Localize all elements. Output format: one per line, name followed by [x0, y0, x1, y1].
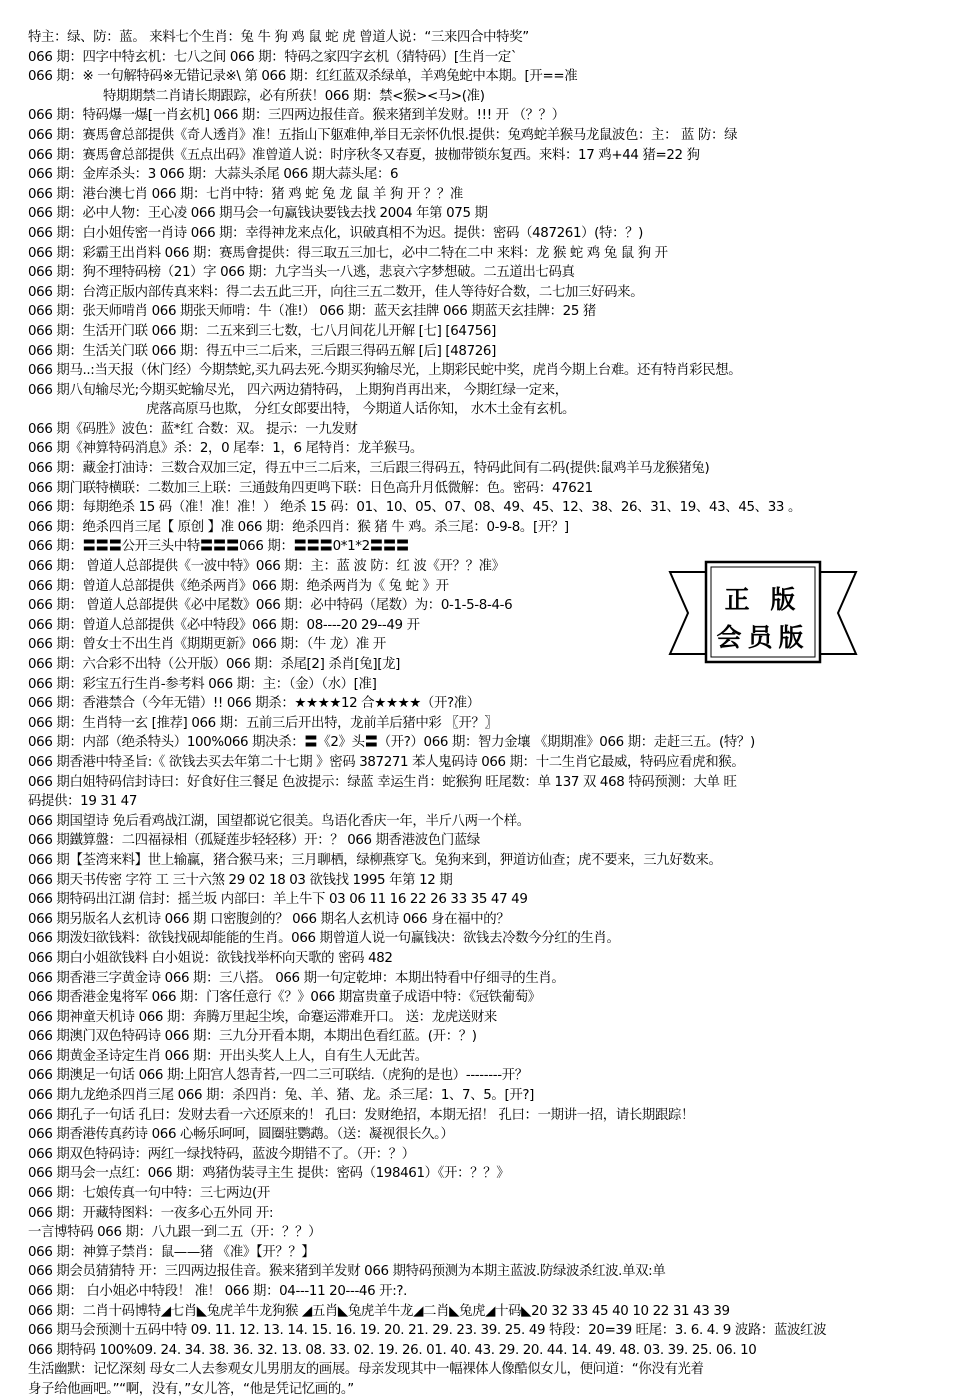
text-line: 066 期八旬输尽光;今期买蛇输尽光， 四六两边猜特码， 上期狗肖再出来， 今期红绿一定来， [28, 382, 568, 398]
text-line: 066 期九龙绝杀四肖三尾 066 期：杀四肖：兔、羊、猪、龙。杀三尾：1、7、5。[开?] [28, 1088, 535, 1104]
text-line: 066 期：生活开门联 066 期：二五来到三七数，七八月间花儿开解 [七] [64756] [28, 323, 496, 339]
document-body [28, 28, 940, 1400]
text-line: 066 期国望诗 免后看鸡战江湖，国望都说它很美。鸟语化香庆一年，半斤八两一个样。 [28, 813, 530, 829]
text-line: 066 期：绝杀四肖三尾【 原创 】准 066 期：绝杀四肖：猴 猪 牛 鸡。杀三尾：0-9-8。[开？] [28, 519, 569, 535]
text-line: 066 期：彩宝五行生肖-参考料 066 期：主：（金）（水）[准] [28, 676, 377, 692]
badge-line-genuine: 正 版 [724, 585, 802, 614]
text-line: 066 期：四字中特玄机：七八之间 066 期：特码之家四字玄机（猜特码）[生肖一定` [28, 49, 518, 65]
text-line: 066 期门联特横联：二数加三上联：三通鼓角四更鸣下联：日色高升月低微解：色。密码：47621 [28, 480, 593, 496]
text-line: 066 期天书传密 字符 工 三十六煞 29 02 18 03 欲钱找 1995 年第 12 期 [28, 872, 453, 888]
text-line: 066 期：赛馬會总部提供《奇人透肖》准！五指山下躯难伸,举目无亲怀仇恨.提供：兔鸡蛇羊猴马龙鼠波色：主： 蓝 防：绿 [28, 127, 738, 143]
text-line: 生活幽默：记忆深刻 母女二人去参观女儿男朋友的画展。母亲发现其中一幅裸体人像酷似女儿，便问道：“你没有光着 [28, 1362, 704, 1378]
text-line: 066 期泼妇欲钱料：欲钱找砚却能能的生肖。066 期曾道人说一句赢钱决：欲钱去冷数今分红的生肖。 [28, 931, 620, 947]
text-line: 066 期香港传真药诗 066 心畅乐呵呵，圆圈驻鹦鹉。（送：凝视很长久。） [28, 1127, 454, 1143]
text-line: 066 期特码 100%09. 24. 34. 38. 36. 32. 13. 08. 33. 02. 19. 26. 01. 40. 43. 29. 20. 44. 14. 49. 48. 03. 39. 25. 06. 10 [28, 1342, 757, 1358]
genuine-member-badge [658, 558, 868, 670]
text-line: 066 期双色特码诗：两红一绿找特码，蓝波今期错不了。（开：？） [28, 1146, 415, 1162]
text-line: 066 期：二肖十码博特◢七肖◣兔虎羊牛龙狗猴 ◢五肖◣兔虎羊牛龙◢二肖◣兔虎◢十码◣20 32 33 45 40 10 22 31 43 39 [28, 1303, 730, 1319]
text-line: 066 期马会预测十五码中特 09. 11. 12. 13. 14. 15. 16. 19. 20. 21. 29. 23. 39. 25. 49 特段：20=39 旺尾：3. 6. 4. 9 波路：蓝波红波 [28, 1323, 827, 1339]
badge-line-member: 会员版 [716, 623, 810, 652]
text-line: 066 期：藏金打油诗：三数合双加三定，得五中三二后来，三后跟三得码五，特码此间有二码(提供:鼠鸡羊马龙猴猪兔) [28, 461, 710, 477]
text-line: 066 期会员猜猜特 开：三四两边报佳音。猴来猪到羊发财 066 期特码预测为本期主蓝波.防绿波杀红波.单双:单 [28, 1264, 666, 1280]
text-line: 066 期《神算特码消息》杀：2，0 尾奉：1，6 尾特肖：龙羊猴马。 [28, 441, 423, 457]
text-line: 身子给他画吧。”“啊，没有，”女儿答，“他是凭记忆画的。” [28, 1381, 354, 1397]
text-line: 特期期禁二肖请长期跟踪，必有所获！066 期：禁<猴><马>(准) [103, 88, 485, 104]
text-line: 066 期：曾女士不出生肖《期期更新》066 期：（牛 龙）准 开 [28, 637, 386, 653]
text-line: 066 期白小姐欲钱料 白小姐说：欲钱找举杯向天歌的 密码 482 [28, 950, 393, 966]
text-line: 066 期：生肖特一玄 [推荐] 066 期：五前三后开出特，龙前羊后猪中彩 〖开？〗 [28, 715, 498, 731]
text-line: 066 期：曾道人总部提供《必中特段》066 期：08----20 29--49 开 [28, 617, 420, 633]
text-line: 066 期：神算子禁肖：鼠——猪 《准》【开？？】 [28, 1244, 315, 1260]
text-line: 066 期：港台澳七肖 066 期：七肖中特：猪 鸡 蛇 兔 龙 鼠 羊 狗 开 ？？准 [28, 186, 463, 202]
text-line: 066 期：赛馬會总部提供《五点出码》准曾道人说：时序秋冬又春夏，披枷带锁东复西。来料：17 鸡+44 猪=22 狗 [28, 147, 700, 163]
text-line: 066 期澳门双色特码诗 066 期：三九分开看本期，本期出色看红蓝。(开：？) [28, 1029, 477, 1045]
text-line: 066 期香港三字黄金诗 066 期：三八搭。 066 期一句定乾坤：本期出特看中仔细寻的生肖。 [28, 970, 565, 986]
text-line: 066 期：狗不理特码榜（21）字 066 期：九字当头一八逃，悲哀六字梦想破。二五道出七码真 [28, 265, 575, 281]
text-line: 066 期：六合彩不出特（公开版）066 期：杀尾[2] 杀肖[兔][龙] [28, 657, 401, 672]
text-line: 066 期：白小姐传密一肖诗 066 期：幸得神龙来点化，识破真相不为迟。提供：密码（487261）(特：？) [28, 225, 644, 241]
text-line: 066 期：曾道人总部提供《绝杀两肖》066 期：绝杀两肖为《 兔 蛇 》开 [28, 578, 449, 594]
text-line: 066 期： 曾道人总部提供《一波中特》066 期：主：蓝 波 防：红 波《开？？准》 [28, 559, 505, 575]
text-line: 066 期：必中人物：王心凌 066 期马会一句赢钱诀要钱去找 2004 年第 075 期 [28, 206, 488, 222]
text-line: 066 期澳足一句话 066 期:上阳宫人怨青苔,一四二三可联结.（虎狗的是也）--------开？ [28, 1068, 528, 1084]
text-line: 066 期：张天师啃肖 066 期张天师啃：牛（准!） 066 期：蓝天玄挂牌 066 期蓝天玄挂牌：25 猪 [28, 304, 596, 320]
text-line: 066 期香港金鬼将军 066 期：门客任意行《？》066 期富贵童子成语中特：《冠铁葡萄》 [28, 990, 541, 1006]
text-line: 066 期特码出江湖 信封：摇兰坂 内部曰：羊上牛下 03 06 11 16 22 26 33 35 47 49 [28, 892, 528, 908]
text-line: 066 期：开藏特图料：一夜多心五外同 开: [28, 1205, 274, 1221]
text-line: 066 期：金库杀头：3 066 期：大蒜头杀尾 066 期大蒜头尾：6 [28, 167, 399, 183]
text-line: 066 期神童天机诗 066 期：奔腾万里起尘埃，命蹇运滞难开口。 送：龙虎送财来 [28, 1009, 497, 1025]
text-line: 066 期：内部（绝杀特头）100%066 期决杀：〓《2》头〓（开?）066 期：智力金壤 《期期准》066 期：走赶三五。(特？) [28, 735, 755, 751]
text-line: 066 期黄金圣诗定生肖 066 期：开出头奖人上人，自有生人无此苦。 [28, 1048, 428, 1064]
text-line: 066 期香港中特圣旨:《 欲钱去买去年第二十七期 》密码 387271 苯人鬼码诗 066 期：十二生肖它最威，特码应看虎和猴。 [28, 754, 745, 770]
text-line: 066 期马会一点红：066 期：鸡猪伪装寻主生 提供：密码（198461）《开：？？》 [28, 1166, 510, 1182]
text-line: 066 期孔子一句话 孔曰：发财去看一六还原来的！ 孔曰：发财绝招，本期无招！ 孔曰：一期讲一招，请长期跟踪！ [28, 1107, 695, 1123]
text-line: 066 期： 曾道人总部提供《必中尾数》066 期：必中特码（尾数）为：0-1-5-8-4-6 [28, 598, 513, 614]
text-line: 066 期：彩霸王出肖料 066 期：赛馬會提供：得三取五三加七，必中二特在二中 来料：龙 猴 蛇 鸡 兔 鼠 狗 开 [28, 245, 668, 261]
text-line: 066 期：七娘传真一句中特：三七两边(开 [28, 1186, 270, 1202]
text-line: 066 期：特码爆一爆[一肖玄机] 066 期：三四两边报佳音。猴来猪到羊发财。!!! 开 （？？） [28, 108, 565, 124]
text-line: 066 期马..:当天报（休门经）今期禁蛇,买九码去死.今期买狗输尽光，上期彩民蛇中奖，虎肖今期上台难。还有特肖彩民想。 [28, 363, 742, 379]
text-line: 066 期另版名人玄机诗 066 期 口密腹剑的？ 066 期名人玄机诗 066 身在福中的？ [28, 911, 510, 927]
text-line: 虎落高原马也欺， 分红女郎要出特， 今期道人话你知， 水木土金有玄机。 [146, 402, 576, 418]
text-line: 066 期：〓〓〓公开三头中特〓〓〓066 期：〓〓〓0*1*2〓〓〓 [28, 539, 409, 555]
text-line: 066 期【荃湾来料】世上输赢，猪合猴马来；三月聊栖，绿柳燕穿飞。兔狗来到，狎道访仙查；虎不要来，三九好数来。 [28, 852, 722, 868]
text-line: 066 期《码胜》波色：蓝*红 合数：双。 提示：一九发财 [28, 421, 358, 437]
text-line: 特主：绿、防：蓝。 来料七个生肖：兔 牛 狗 鸡 鼠 蛇 虎 曾道人说：“三来四合中特奖” [28, 30, 529, 45]
text-line: 066 期：每期绝杀 15 码（准！准！准！） 绝杀 15 码：01、10、05、07、08、49、45、12、38、26、31、19、43、45、33 。 [28, 500, 801, 516]
text-line: 066 期：香港禁合（今年无错）!! 066 期杀：★★★★12 合★★★★（开?准） [28, 696, 480, 712]
text-line: 066 期：生活关门联 066 期：得五中三二后来，三后跟三得码五解 [后] [48726] [28, 343, 496, 359]
text-line: 066 期：※ 一句解特码※无错记录※\ 第 066 期：红红蓝双杀绿单，羊鸡兔蛇中本期。[开==准 [28, 69, 578, 85]
text-line: 066 期白姐特码信封诗曰：好食好住三餐足 色波提示：绿蓝 幸运生肖：蛇猴狗 旺尾数：单 137 双 468 特码预测：大单 旺 [28, 774, 737, 790]
text-line: 066 期： 白小姐必中特段！ 准！ 066 期：04---11 20---46 开:?. [28, 1284, 408, 1299]
text-line: 066 期鐵算盤：二四福禄相（孤疑莲步轻轻移）开：？ 066 期香港波色门蓝绿 [28, 833, 480, 849]
text-line: 066 期：台湾正版内部传真来料：得二去五此三开，向往三五二数开，佳人等待好合数，二七加三好码来。 [28, 284, 644, 300]
text-line: 一言博特码 066 期：八九跟一到二五（开：？？） [28, 1225, 322, 1241]
text-line: 码提供：19 31 47 [28, 794, 137, 810]
